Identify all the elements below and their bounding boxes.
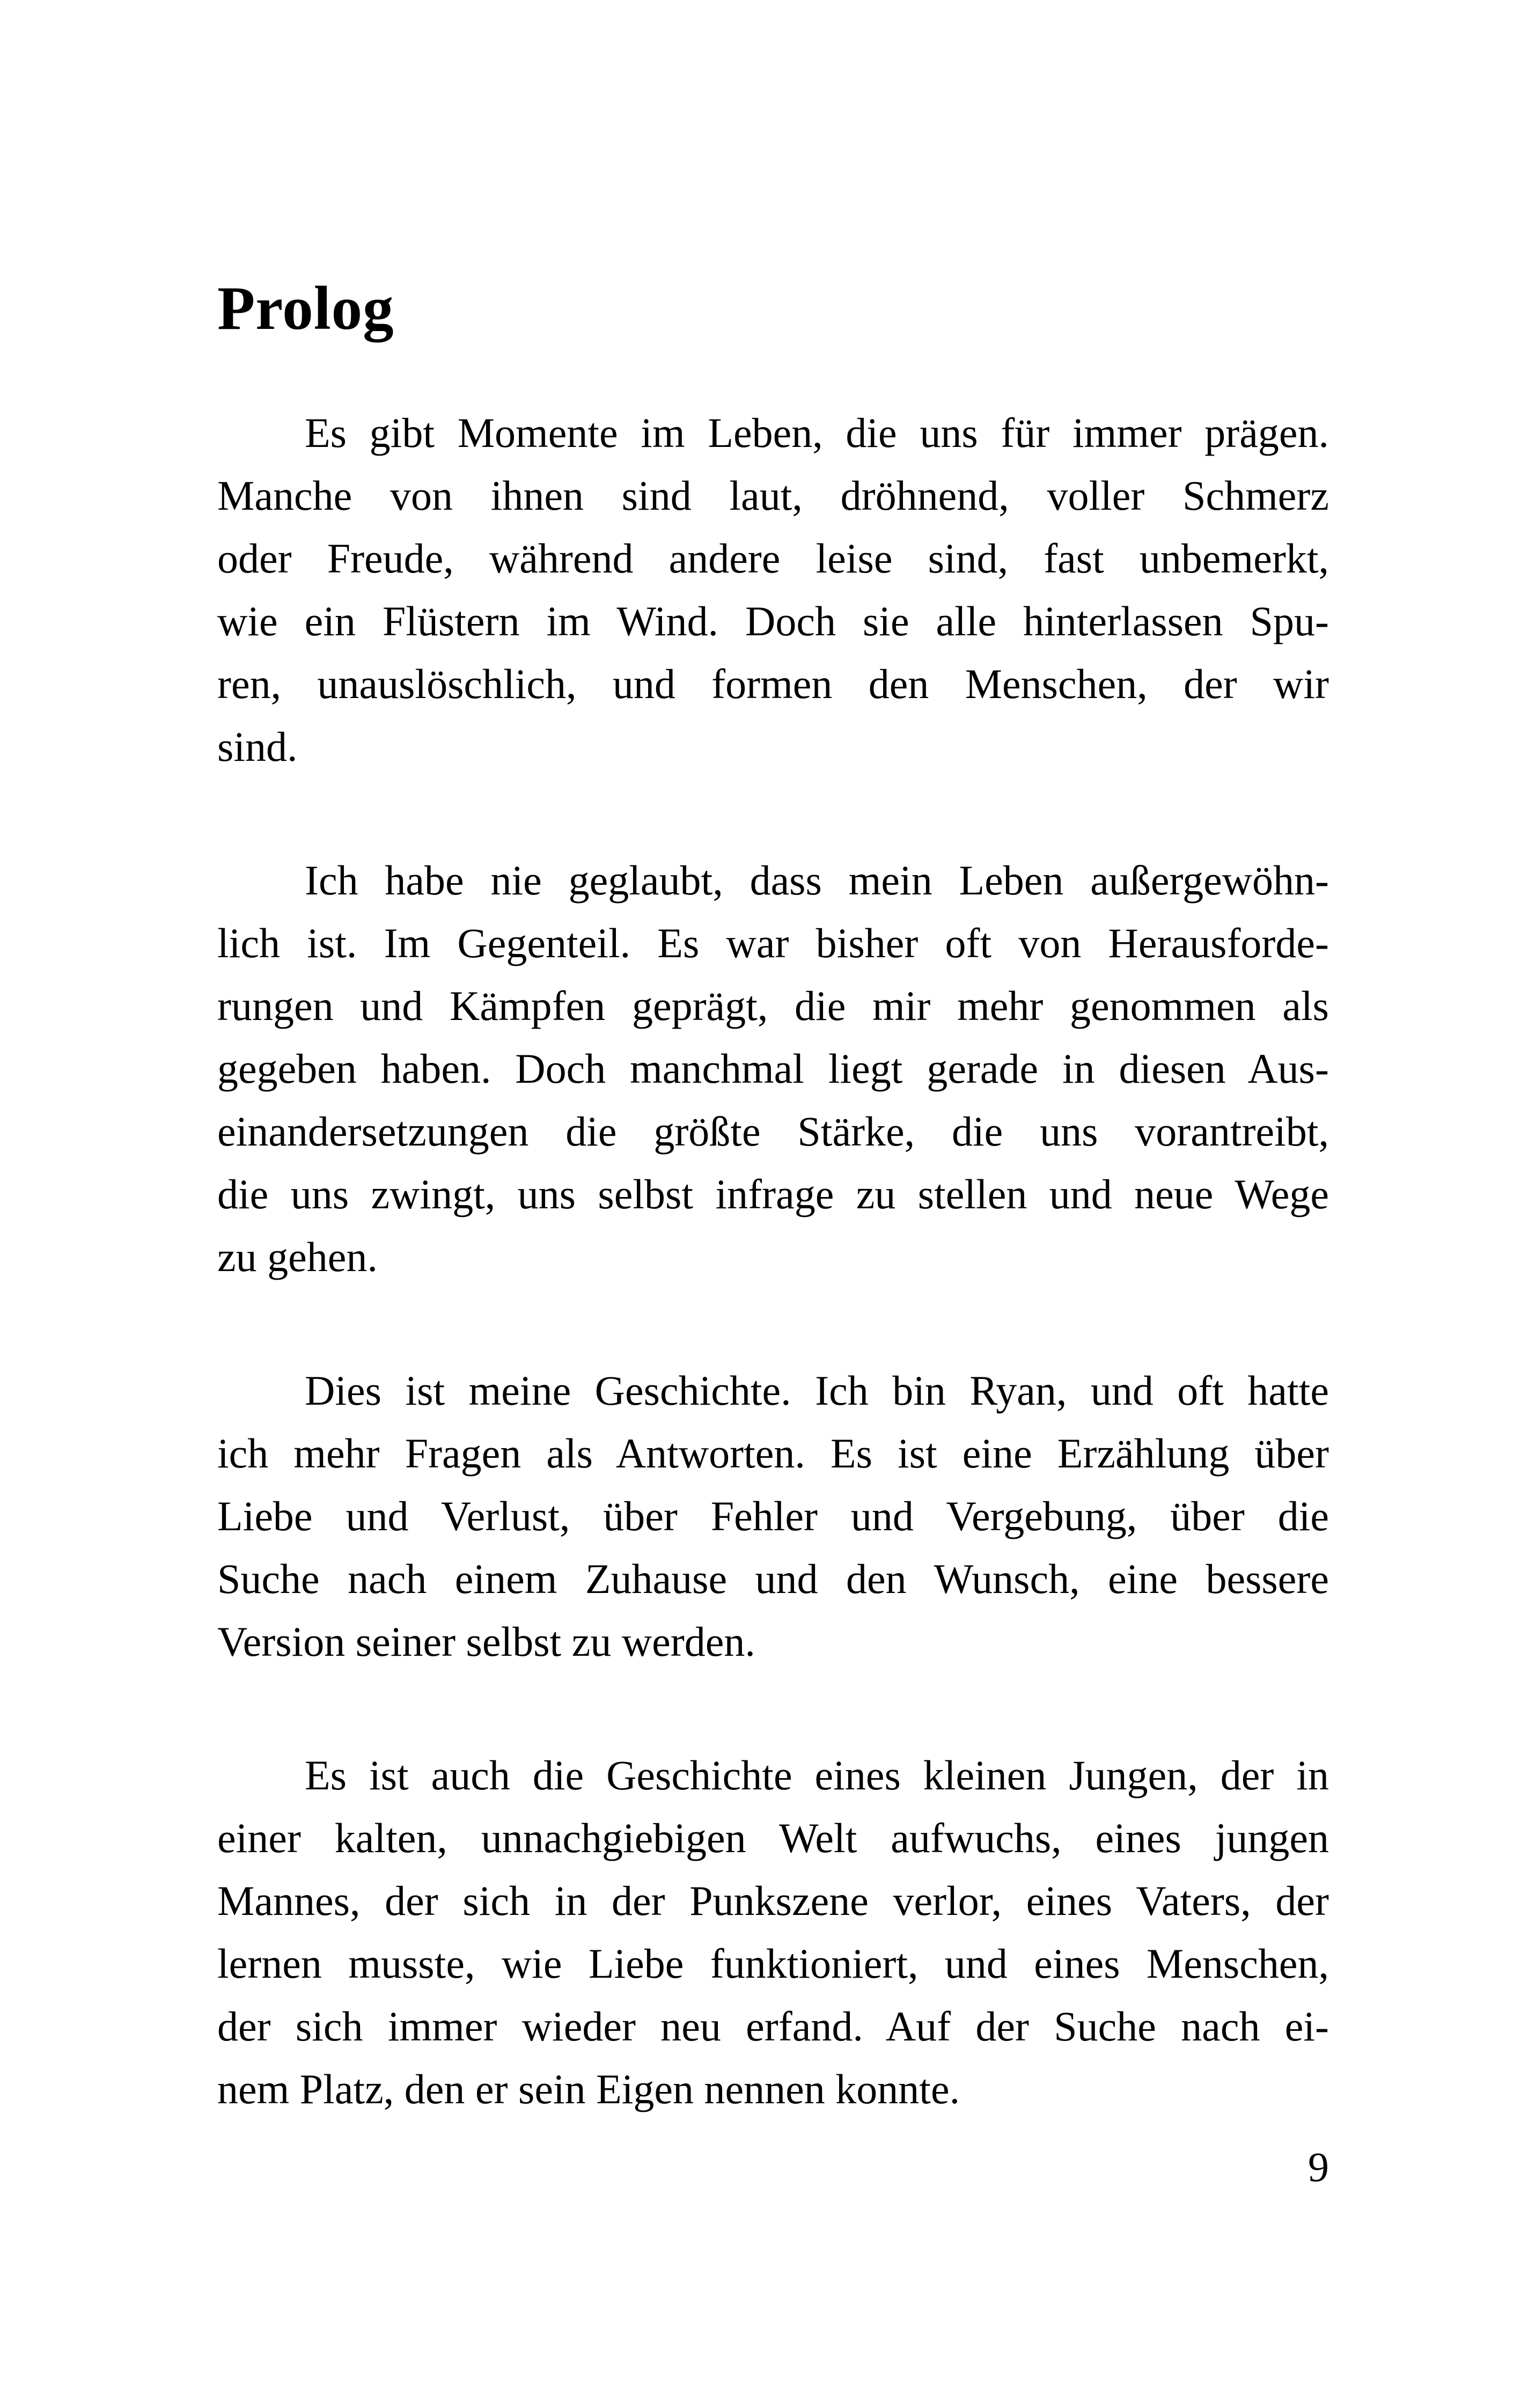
page-number: 9 xyxy=(1308,2143,1329,2190)
text-line: gegeben haben. Doch manchmal liegt gerade in diesen Aus- xyxy=(217,1045,1329,1092)
text-line: der sich immer wieder neu erfand. Auf der Suche nach ei- xyxy=(217,2003,1329,2050)
text-line: Mannes, der sich in der Punkszene verlor, eines Vaters, der xyxy=(217,1877,1329,1924)
text-line: ich mehr Fragen als Antworten. Es ist eine Erzählung über xyxy=(217,1430,1329,1477)
text-line: nem Platz, den er sein Eigen nennen konnte. xyxy=(217,2066,960,2112)
text-line: lich ist. Im Gegenteil. Es war bisher oft von Herausforde- xyxy=(217,920,1329,966)
text-line: Ich habe nie geglaubt, dass mein Leben außergewöhn- xyxy=(305,857,1329,904)
text-line: einandersetzungen die größte Stärke, die uns vorantreibt, xyxy=(217,1108,1329,1155)
paragraph xyxy=(217,1359,1329,1673)
text-line: sind. xyxy=(217,723,298,770)
text-line: oder Freude, während andere leise sind, fast unbemerkt, xyxy=(217,535,1329,582)
text-line: Es ist auch die Geschichte eines kleinen Jungen, der in xyxy=(305,1752,1329,1798)
text-line: Version seiner selbst zu werden. xyxy=(217,1618,755,1665)
text-line: Dies ist meine Geschichte. Ich bin Ryan, und oft hatte xyxy=(305,1367,1329,1414)
text-line: Manche von ihnen sind laut, dröhnend, voller Schmerz xyxy=(217,472,1329,519)
text-line: Es gibt Momente im Leben, die uns für immer prägen. xyxy=(305,409,1329,456)
text-line: zu gehen. xyxy=(217,1234,378,1280)
paragraph xyxy=(217,401,1329,778)
text-line: einer kalten, unnachgiebigen Welt aufwuchs, eines jungen xyxy=(217,1815,1329,1861)
paragraph xyxy=(217,849,1329,1288)
text-line: lernen musste, wie Liebe funktioniert, und eines Menschen, xyxy=(217,1940,1329,1987)
text-line: rungen und Kämpfen geprägt, die mir mehr genommen als xyxy=(217,982,1329,1029)
paragraph xyxy=(217,1744,1329,2120)
chapter-title: Prolog xyxy=(217,274,394,342)
text-line: ren, unauslöschlich, und formen den Menschen, der wir xyxy=(217,660,1329,707)
text-line: Suche nach einem Zuhause und den Wunsch, eine bessere xyxy=(217,1555,1329,1602)
text-line: Liebe und Verlust, über Fehler und Vergebung, über die xyxy=(217,1493,1329,1539)
text-line: die uns zwingt, uns selbst infrage zu stellen und neue Wege xyxy=(217,1171,1329,1217)
body-text xyxy=(217,401,1329,2120)
text-line: wie ein Flüstern im Wind. Doch sie alle hinterlassen Spu- xyxy=(217,598,1329,644)
